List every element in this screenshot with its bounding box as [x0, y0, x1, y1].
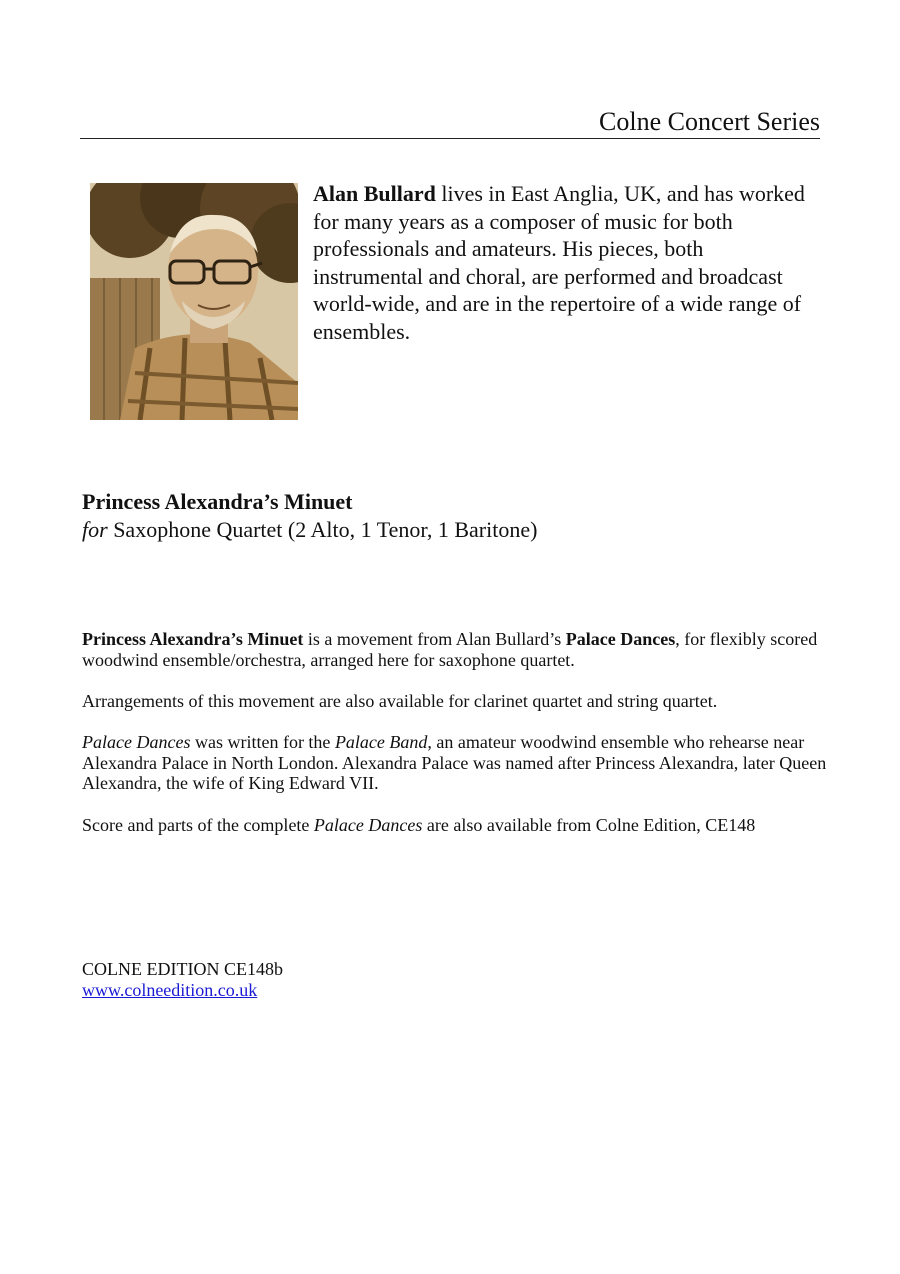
work-title: Palace Dances [82, 732, 191, 752]
series-title: Colne Concert Series [80, 106, 820, 139]
movement-title: Princess Alexandra’s Minuet [82, 629, 304, 649]
composer-bio [313, 180, 813, 346]
work-title: Palace Dances [313, 815, 423, 835]
description-paragraph [82, 629, 827, 670]
paragraph-text: Score and parts of the complete [82, 815, 314, 835]
arrangements-paragraph: Arrangements of this movement are also available for clarinet quartet and string quartet. [82, 691, 718, 711]
availability-paragraph [82, 815, 827, 836]
composer-photo [90, 183, 298, 420]
band-name: Palace Band [334, 732, 428, 752]
paragraph-text: was written for the [190, 732, 335, 752]
bio-text: lives in East Anglia, UK, and has worked for many years as a composer of music for both professionals and amateurs. His pieces, both instrumental and choral, are performed and broadcast world-wide, and are in the repertoire of a wide range of ensembles. [313, 181, 805, 344]
paragraph-text: are also available from Colne Edition, CE148 [422, 815, 756, 835]
work-title: Palace Dances [565, 629, 676, 649]
instrumentation [82, 516, 537, 544]
paragraph-text: is a movement from Alan Bullard’s [303, 629, 566, 649]
composer-name: Alan Bullard [313, 181, 436, 206]
history-paragraph [82, 732, 827, 794]
edition-number: COLNE EDITION CE148b [82, 959, 283, 979]
paragraph-text: , an amateur woodwind ensemble who rehearse near Alexandra Palace in North London. Alexandra Palace was named after Princess Alexandra, later Queen Alexandra, the wife of King Edward VII. [82, 732, 827, 794]
footer [82, 959, 283, 1001]
piece-title: Princess Alexandra’s Minuet [82, 489, 353, 514]
for-word: for [82, 517, 108, 542]
paragraph-text: , for flexibly scored woodwind ensemble/orchestra, arranged here for saxophone quartet. [82, 629, 818, 670]
instrumentation-text: Saxophone Quartet (2 Alto, 1 Tenor, 1 Baritone) [107, 517, 538, 542]
website-link[interactable]: www.colneedition.co.uk [82, 980, 258, 1000]
